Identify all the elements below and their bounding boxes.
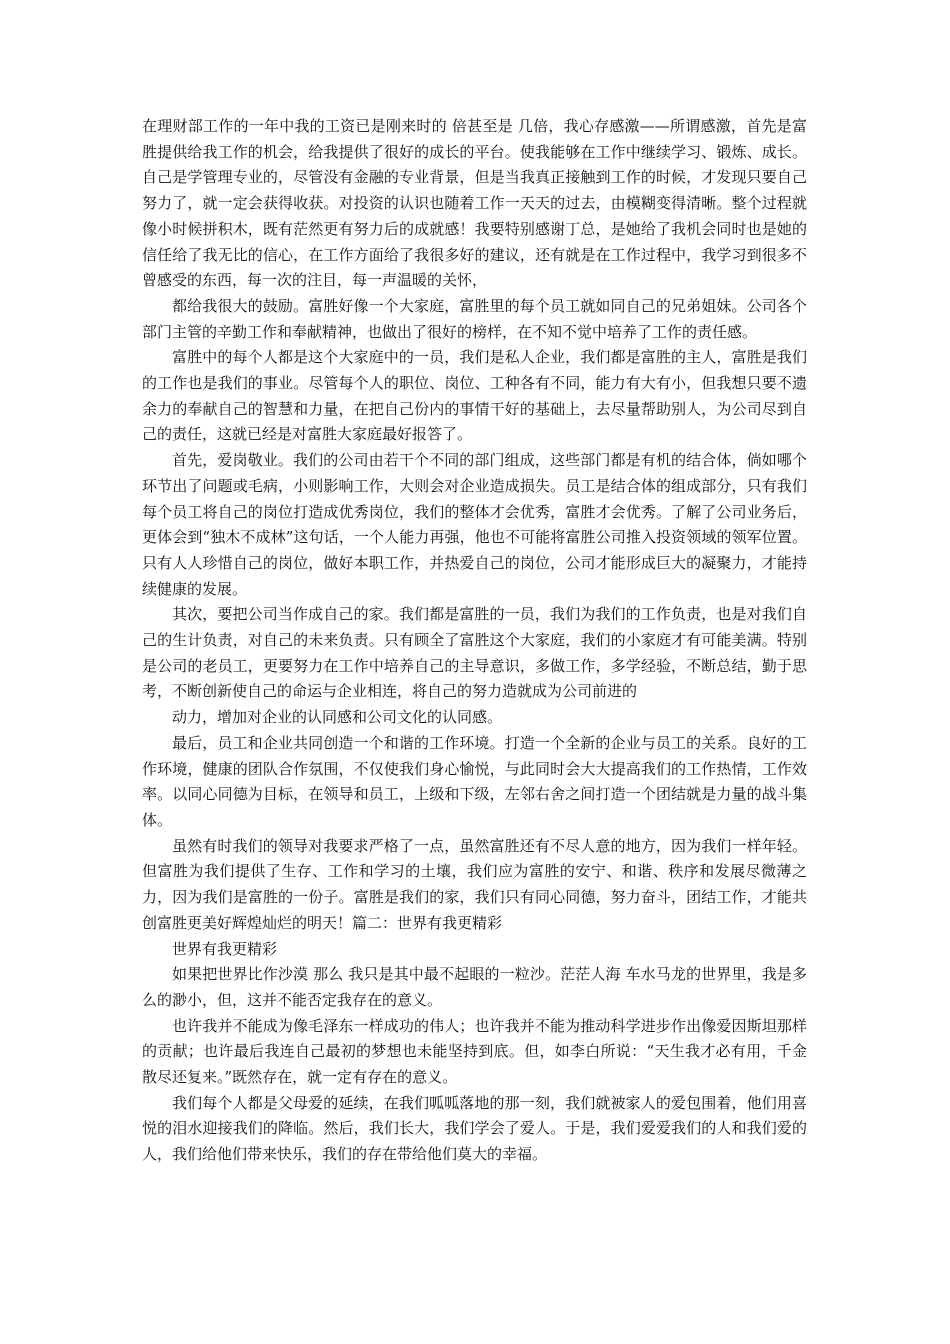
paragraph-4: 首先，爱岗敬业。我们的公司由若干个不同的部门组成，这些部门都是有机的结合体，倘如哪个环节出了问题或毛病，小则影响工作，大则会对企业造成损失。员工是结合体的组成部分，只有我们每个员工将自己的岗位打造成优秀岗位，我们的整体才会优秀，富胜才会优秀。了解了公司业务后，更体会到“独木不成林”这句话，一个人能力再强，他也不可能将富胜公司推入投资领域的领军位置。只有人人珍惜自己的岗位，做好本职工作，并热爱自己的岗位，公司才能形成巨大的凝聚力，才能持续健康的发展。: [142, 451, 807, 598]
paragraph-10: 如果把世界比作沙漠 那么 我只是其中最不起眼的一粒沙。茫茫人海 车水马龙的世界里，我是多么的渺小，但，这并不能否定我存在的意义。: [142, 965, 807, 1009]
paragraph-12: 我们每个人都是父母爱的延续，在我们呱呱落地的那一刻，我们就被家人的爱包围着，他们用喜悦的泪水迎接我们的降临。然后，我们长大，我们学会了爱人。于是，我们爱爱我们的人和我们爱的人，我们给他们带来快乐，我们的存在带给他们莫大的幸福。: [142, 1093, 807, 1164]
paragraph-2: 都给我很大的鼓励。富胜好像一个大家庭，富胜里的每个员工就如同自己的兄弟姐妹。公司各个部门主管的辛勤工作和奉献精神，也做出了很好的榜样，在不知不觉中培养了工作的责任感。: [142, 296, 807, 341]
document-body: [142, 114, 807, 1168]
paragraph-5: 其次，要把公司当作成自己的家。我们都是富胜的一员，我们为我们的工作负责，也是对我们自己的生计负责，对自己的未来负责。只有顾全了富胜这个大家庭，我们的小家庭才有可能美满。特别是公司的老员工，更要努力在工作中培养自己的主导意识，多做工作，多学经验，不断总结，勤于思考，不断创新使自己的命运与企业相连，将自己的努力造就成为公司前进的: [142, 605, 807, 701]
paragraph-6: 动力，增加对企业的认同感和公司文化的认同感。: [172, 708, 503, 727]
paragraph-8: 虽然有时我们的领导对我要求严格了一点，虽然富胜还有不尽人意的地方，因为我们一样年轻。但富胜为我们提供了生存、工作和学习的土壤，我们应为富胜的安宁、和谐、秩序和发展尽微薄之力，因为我们是富胜的一份子。富胜是我们的家，我们只有同心同德，努力奋斗，团结工作，才能共创富胜更美好辉煌灿烂的明天！篇二：世界有我更精彩: [142, 836, 807, 932]
paragraph-7: 最后，员工和企业共同创造一个和谐的工作环境。打造一个全新的企业与员工的关系。良好的工作环境，健康的团队合作氛围，不仅使我们身心愉悦，与此同时会大大提高我们的工作热情，工作效率。以同心同德为目标，在领导和员工，上级和下级，左邻右舍之间打造一个团结就是力量的战斗集体。: [142, 733, 807, 829]
section-title: 世界有我更精彩: [172, 939, 278, 958]
paragraph-3: 富胜中的每个人都是这个大家庭中的一员，我们是私人企业，我们都是富胜的主人，富胜是我们的工作也是我们的事业。尽管每个人的职位、岗位、工种各有不同，能力有大有小，但我想只要不遗余力的奉献自己的智慧和力量，在把自己份内的事情干好的基础上，去尽量帮助别人，为公司尽到自己的责任，这就已经是对富胜大家庭最好报答了。: [142, 348, 807, 444]
paragraph-1: 在理财部工作的一年中我的工资已是刚来时的 倍甚至是 几倍，我心存感激——所谓感激，首先是富胜提供给我工作的机会，给我提供了很好的成长的平台。使我能够在工作中继续学习、锻炼、成长。自己是学管理专业的，尽管没有金融的专业背景，但是当我真正接触到工作的时候，才发现只要自己努力了，就一定会获得收获。对投资的认识也随着工作一天天的过去，由模糊变得清晰。整个过程就像小时候拼积木，既有茫然更有努力后的成就感！我要特别感谢丁总，是她给了我机会同时也是她的信任给了我无比的信心，在工作方面给了我很多好的建议，还有就是在工作过程中，我学习到很多不曾感受的东西，每一次的注目，每一声温暖的关怀，: [142, 117, 807, 290]
paragraph-11: 也许我并不能成为像毛泽东一样成功的伟人；也许我并不能为推动科学进步作出像爱因斯坦那样的贡献；也许最后我连自己最初的梦想也未能坚持到底。但，如李白所说：“天生我才必有用，千金散尽还复来。”既然存在，就一定有存在的意义。: [142, 1016, 807, 1087]
